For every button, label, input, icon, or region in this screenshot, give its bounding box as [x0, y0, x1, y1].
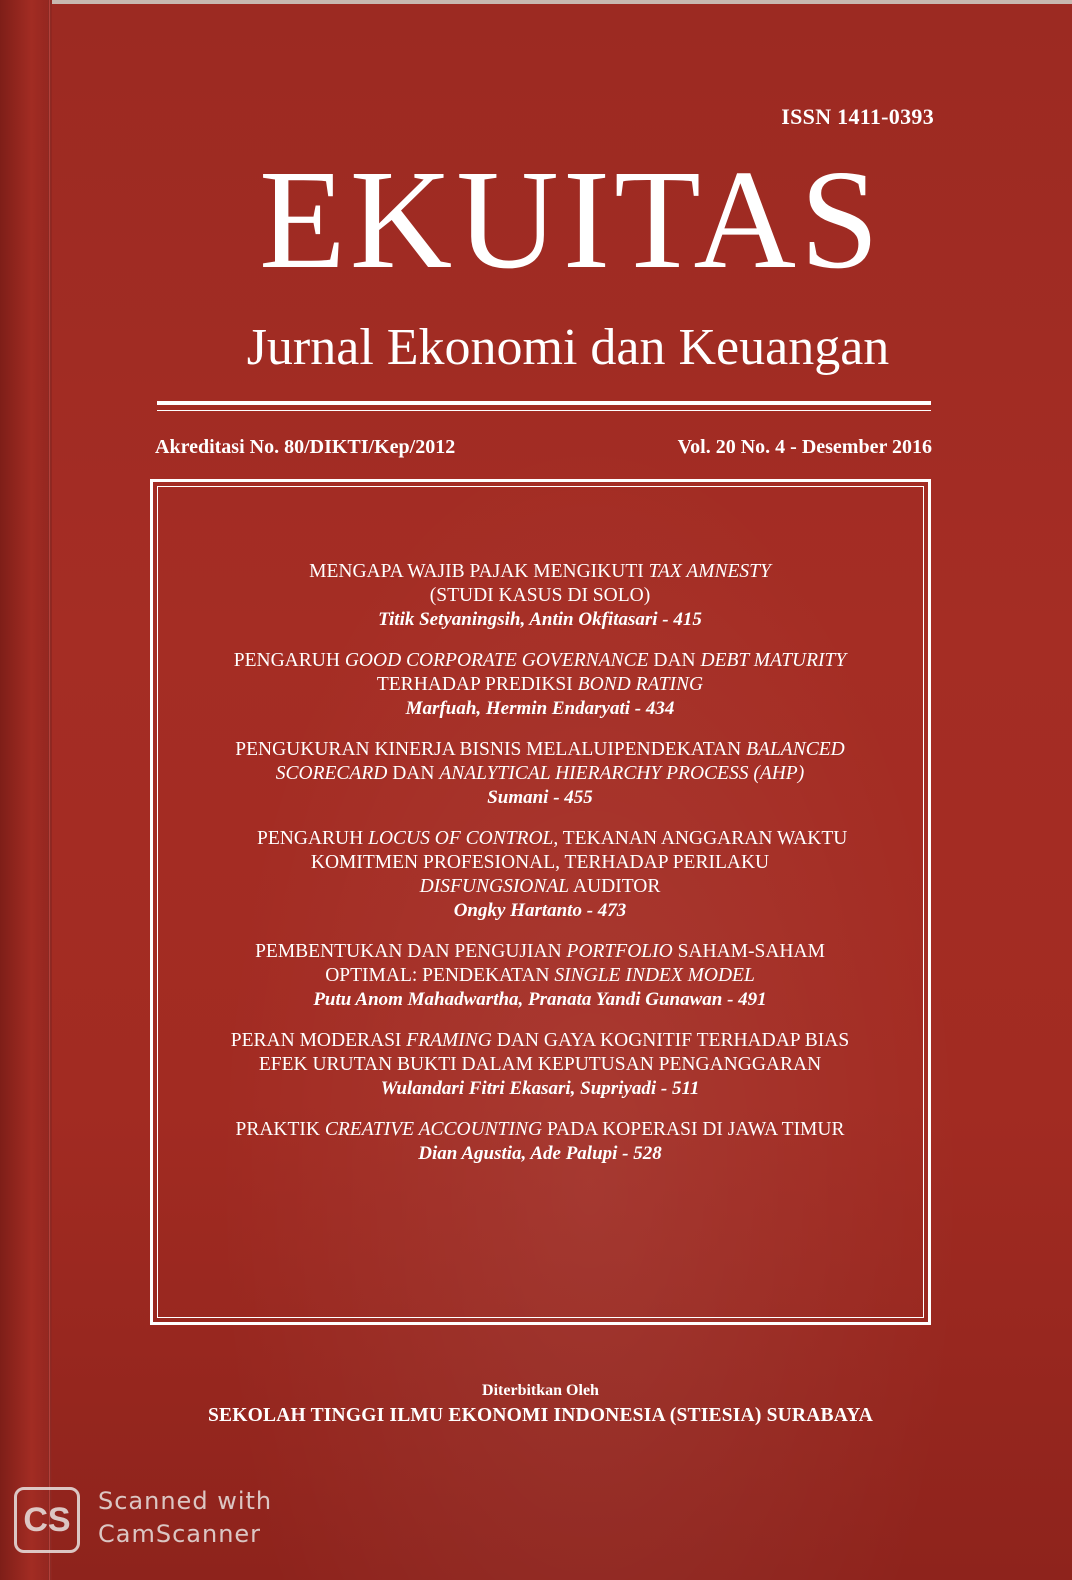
cover-top-edge — [0, 0, 1072, 4]
article-title: PENGARUH LOCUS OF CONTROL, TEKANAN ANGGARAN WAKTU KOMITMEN PROFESIONAL, TERHADAP PERILAKU DISFUNGSIONAL AUDITOR — [232, 828, 848, 897]
article-title: PEMBENTUKAN DAN PENGUJIAN PORTFOLIO SAHAM-SAHAM OPTIMAL: PENDEKATAN SINGLE INDEX MODEL — [255, 941, 825, 986]
journal-title: EKUITAS — [258, 140, 883, 298]
article-authors: Sumani - 455 — [487, 787, 593, 808]
camscanner-watermark — [98, 1485, 272, 1551]
issn-number: ISSN 1411-0393 — [781, 104, 934, 129]
article-authors: Wulandari Fitri Ekasari, Supriyadi - 511 — [380, 1078, 700, 1099]
publisher-name: SEKOLAH TINGGI ILMU EKONOMI INDONESIA (STIESIA) SURABAYA — [208, 1405, 873, 1426]
article-title: PRAKTIK CREATIVE ACCOUNTING PADA KOPERASI DI JAWA TIMUR — [235, 1119, 845, 1140]
publisher-label: Diterbitkan Oleh — [482, 1382, 599, 1399]
volume-issue: Vol. 20 No. 4 - Desember 2016 — [677, 436, 932, 458]
header-rule-thick — [157, 401, 931, 405]
article-entry — [190, 649, 890, 721]
publisher-block — [150, 1381, 931, 1431]
article-title: MENGAPA WAJIB PAJAK MENGIKUTI TAX AMNESTY (STUDI KASUS DI SOLO) — [309, 561, 771, 606]
article-authors: Marfuah, Hermin Endaryati - 434 — [405, 698, 675, 719]
article-entry — [190, 560, 890, 632]
article-entry — [190, 1029, 890, 1101]
watermark-line-2: CamScanner — [98, 1520, 262, 1548]
article-entry — [190, 1118, 890, 1166]
camscanner-logo: CS — [14, 1487, 80, 1553]
article-title: PERAN MODERASI FRAMING DAN GAYA KOGNITIF TERHADAP BIAS EFEK URUTAN BUKTI DALAM KEPUTUSAN PENGANGGARAN — [230, 1030, 850, 1075]
article-title: PENGUKURAN KINERJA BISNIS MELALUIPENDEKATAN BALANCED SCORECARD DAN ANALYTICAL HIERARCHY PROCESS (AHP) — [235, 739, 845, 784]
article-entry — [190, 940, 890, 1012]
article-entry — [190, 827, 890, 923]
article-entry — [190, 738, 890, 810]
accreditation-number: Akreditasi No. 80/DIKTI/Kep/2012 — [155, 436, 456, 458]
article-authors: Dian Agustia, Ade Palupi - 528 — [418, 1143, 662, 1164]
watermark-line-1: Scanned with — [98, 1487, 273, 1515]
article-authors: Putu Anom Mahadwartha, Pranata Yandi Gunawan - 491 — [313, 989, 767, 1010]
article-list — [190, 560, 890, 1183]
article-authors: Ongky Hartanto - 473 — [453, 900, 627, 921]
journal-subtitle: Jurnal Ekonomi dan Keuangan — [246, 319, 890, 376]
article-authors: Titik Setyaningsih, Antin Okfitasari - 415 — [378, 609, 702, 630]
article-title: PENGARUH GOOD CORPORATE GOVERNANCE DAN DEBT MATURITY TERHADAP PREDIKSI BOND RATING — [233, 650, 847, 695]
header-rule-thin — [157, 410, 931, 411]
